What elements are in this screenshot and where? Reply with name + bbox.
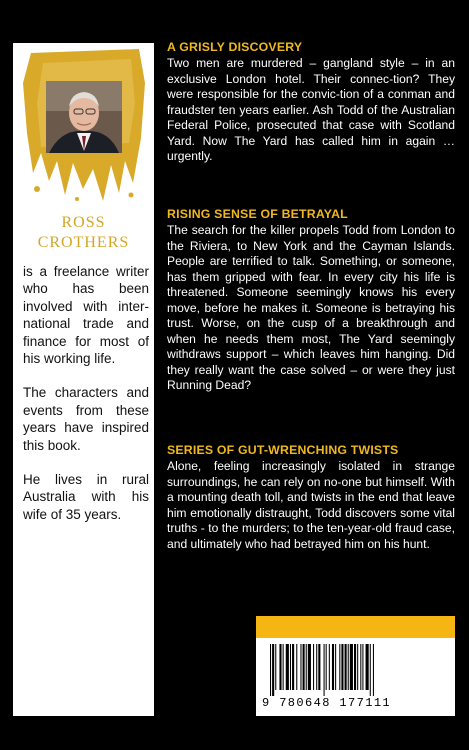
section-heading: SERIES OF GUT-WRENCHING TWISTS — [167, 443, 399, 457]
author-photo — [13, 43, 154, 203]
bio-paragraph: He lives in rural Australia with his wife of 35 years. — [23, 472, 149, 522]
section-heading: RISING SENSE OF BETRAYAL — [167, 207, 348, 221]
isbn-number: 9 780648 177111 — [262, 696, 392, 710]
author-portrait-image — [13, 43, 154, 203]
isbn-barcode — [256, 616, 455, 716]
barcode-bar — [360, 644, 361, 690]
barcode-bar — [292, 644, 294, 690]
author-panel — [13, 43, 154, 716]
barcode-bar — [373, 644, 374, 696]
section-body: Two men are murdered – gangland style – in an exclusive London hotel. Their connec-tion? They were responsible for the convic-tion of a conman and fraudster ten years earlier. Ash Todd of the Australian Federal Police, prosecuted that case with Scotland Yard. Now The Yard has called him in again …urgently. — [167, 56, 455, 163]
barcode-bar — [350, 644, 353, 690]
barcode-bar — [275, 644, 276, 690]
section-gut-wrenching-twists — [167, 443, 455, 552]
barcode-bar — [270, 644, 271, 696]
author-last-name: CROTHERS — [37, 234, 130, 251]
barcode-bar — [357, 644, 358, 690]
author-name — [13, 213, 154, 253]
barcode-bar — [324, 644, 325, 696]
barcode-bar — [303, 644, 305, 690]
barcode-bar — [272, 644, 274, 696]
barcode-bar — [332, 644, 334, 690]
barcode-bar — [306, 644, 307, 690]
barcode-bar — [296, 644, 297, 690]
barcode-bar — [286, 644, 289, 690]
barcode-label — [256, 638, 455, 716]
barcode-bar — [326, 644, 327, 690]
section-heading: A GRISLY DISCOVERY — [167, 40, 303, 54]
barcode-bar — [335, 644, 336, 690]
barcode-bar — [341, 644, 343, 690]
section-rising-betrayal — [167, 207, 455, 394]
barcode-bar — [354, 644, 356, 690]
barcode-bar — [362, 644, 363, 690]
barcode-bar — [300, 644, 301, 690]
barcode-bar — [316, 644, 317, 690]
barcode-bar — [339, 644, 340, 690]
author-first-name: ROSS — [61, 214, 106, 231]
section-body: The search for the killer propels Todd from London to the Riviera, to New York and the Cayman Islands. People are terrified to talk. Something, or someone, has them gripped with fear. In every city his life is threatened. Someone seemingly knows his every move, before he makes it. Someone is betraying his trust. Worse, on the cusp of a breakthrough and when he needs them most, The Yard seemingly withdraws support – which leaves him hanging. Did they really want the case solved – or were they just Running Dead? — [167, 223, 455, 392]
barcode-bar — [348, 644, 349, 690]
barcode-accent-strip — [256, 616, 455, 638]
barcode-bar — [290, 644, 291, 690]
section-body: Alone, feeling increasingly isolated in strange surroundings, he can rely on no-one but himself. With a mounting death toll, and twists in the end that leave him emotionally distraught, Todd discovers some vital truths - to the murders; to the ten-year-old fraud case, and ultimately who had betrayed him on his hunt. — [167, 459, 455, 551]
bio-paragraph: is a freelance writer who has been involved with inter-national trade and finance for most of his working life. — [23, 264, 149, 367]
barcode-bars — [270, 644, 442, 696]
barcode-bar — [308, 644, 311, 690]
author-bio — [23, 263, 149, 540]
barcode-bar — [345, 644, 347, 690]
barcode-bar — [283, 644, 284, 690]
barcode-bar — [313, 644, 314, 690]
barcode-bar — [370, 644, 371, 696]
barcode-bar — [366, 644, 369, 690]
barcode-bar — [279, 644, 281, 690]
barcode-bar — [318, 644, 320, 690]
barcode-bar — [329, 644, 330, 690]
section-grisly-discovery — [167, 40, 455, 165]
bio-paragraph: The characters and events from these years have inspired this book. — [23, 385, 149, 453]
